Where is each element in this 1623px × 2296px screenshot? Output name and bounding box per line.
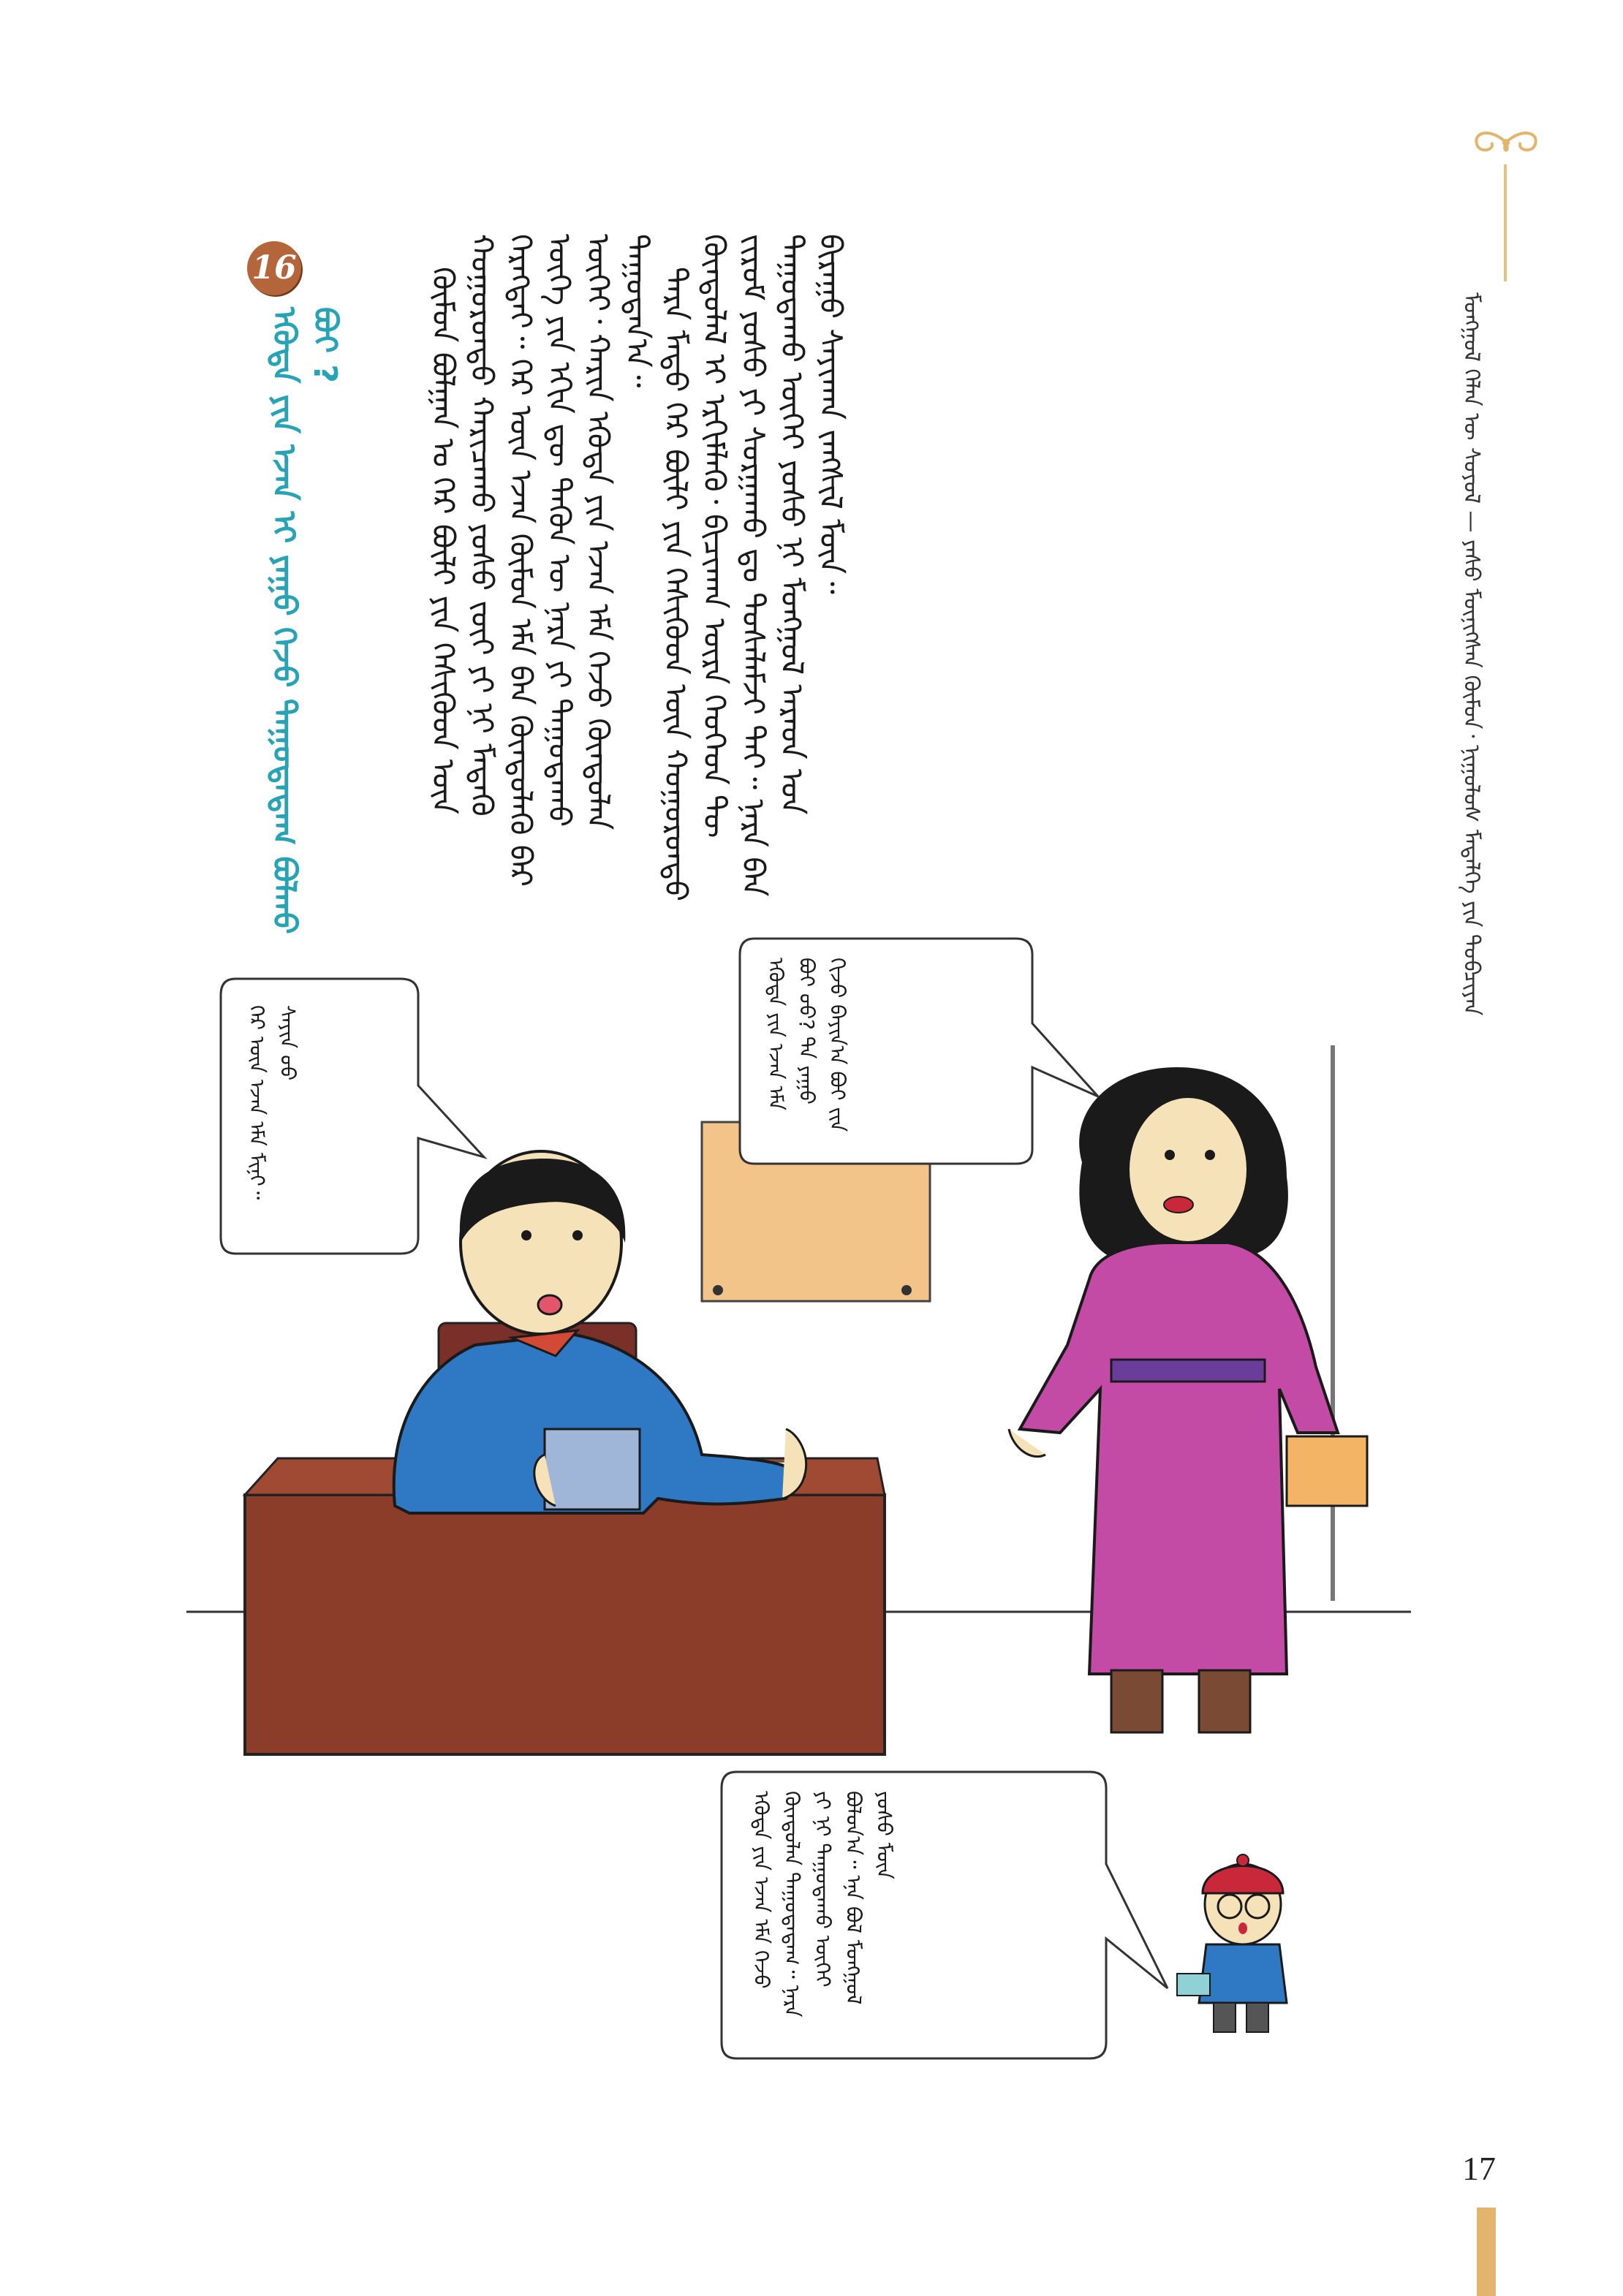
section-title: ᠡᠭᠦᠳᠡ ᠶᠢᠨ ᠡᠵᠡᠨ ᠢ ᠶᠠᠭᠤ ᠭᠡᠵᠦ ᠳᠠᠭᠤᠳᠠᠳᠠᠭ ᠪᠣᠯᠬᠤ ᠪᠤᠢ ?	[265, 307, 344, 934]
speech-bubble-child	[720, 1769, 1173, 2061]
bubble-text-woman: ᠡᠭᠦᠳᠡ ᠶᠢᠨ ᠡᠵᠡᠨ ᠡᠮᠡ ᠪᠣᠢ ᠤᠤ? ᠲᠠ ᠶᠠᠭᠤ ᠬᠢᠵᠦ ᠪᠠᠶᠢᠨ᠎ᠠ ᠪᠣᠢ ᠵᠢᠨ	[764, 958, 850, 1132]
footer-accent-bar	[1477, 2208, 1496, 2296]
page-number: 17	[1462, 2150, 1496, 2187]
bubble-text-man: ᠭᠡᠷ ᠦᠨ ᠡᠵᠡᠨ ᠡᠮᠡ ᠮᠢᠨᠢ᠃ ᠰᠠᠶᠢᠨ ᠤᠤ	[245, 1005, 300, 1200]
body-paragraph: ᠬᠦᠮᠦᠨ ᠪᠣᠯᠭᠠᠨ ᠤ ᠭᠡᠷ ᠪᠦᠯᠢ ᠶᠢᠨ ᠭᠡᠰᠢᠭᠦᠳ ᠦᠨ ᠬᠣᠭᠣᠷᠣᠨᠳᠣ ᠬᠠᠷᠢᠴᠠᠬᠤ ᠶᠣᠰᠤ ᠵᠦᠢ ᠶᠢ ᠨᠢ ᠮᠡᠳᠡᠬᠦ ᠬᠡᠷᠡᠭᠲᠡᠶ᠃ ᠭᠡᠷ ᠦᠨ ᠡᠵᠡᠨ ᠬᠦᠮᠦᠨ ᠡᠮᠡ ᠪᠠᠨ ᠬᠦᠨᠳᠦᠯᠡᠬᠦ ᠪᠡᠷ ᠦᠭᠡ ᠶᠢᠨ ᠡᠬᠢᠨ ᠳᠦ ᠲᠡᠭᠦᠨ ᠦ ᠨᠡᠷᠡ ᠶᠢ ᠳᠠᠭᠤᠳᠠᠬᠤ ᠦᠭᠡᠢ᠂ ᠬᠠᠷᠢᠨ ᠡᠭᠦᠳᠡ ᠶᠢᠨ ᠡᠵᠡᠨ ᠡᠮᠡ ᠭᠡᠵᠦ ᠬᠦᠨᠳᠦᠯᠡᠨ ᠳᠠᠭᠤᠳᠠᠨ᠎ᠠ᠃	[425, 234, 655, 887]
speech-bubble-man	[219, 976, 497, 1257]
speech-bubble-woman	[738, 936, 1104, 1166]
bubble-text-child: ᠡᠭᠦᠳᠡ ᠶᠢᠨ ᠡᠵᠡᠨ ᠡᠮᠡ ᠭᠡᠵᠦ ᠬᠦᠨᠳᠦᠯᠡᠨ ᠳᠠᠭᠤᠳᠠᠳᠠᠭ᠃ ᠨᠡᠷᠡ ᠶᠢ ᠨᠢ ᠳᠠᠭᠤᠳᠠᠬᠤ ᠦᠭᠡᠢ ᠪᠣᠯᠤᠨ᠎ᠠ᠃ ᠡᠨᠡ ᠪᠣᠯ ᠮᠣᠩᠭᠣᠯ ᠶᠣᠰᠤ ᠮᠥᠨ	[749, 1791, 896, 2017]
running-header: ᠮᠣᠩᠭᠣᠯ ᠬᠡᠯᠡᠨ ᠦ ᠰᠣᠶᠣᠯ — ᠶᠠᠰᠤ ᠮᠦᠨᠢᠭᠰᠡᠨ ᠬᠦᠮᠦᠨ᠂ ᠨᠢᠭᠤᠯᠤᠰ ᠮᠡᠳᠡᠯᠭᠡ ᠶᠢᠨ ᠲᠣᠪᠴᠢᠶᠠᠨ	[1459, 292, 1484, 1016]
body-paragraph: ᠲᠡᠷᠡ ᠮᠡᠲᠦ ᠭᠡᠷ ᠪᠦᠯᠢ ᠶᠢᠨ ᠭᠡᠰᠢᠭᠦᠳ ᠦᠨ ᠬᠣᠭᠣᠷᠣᠨᠳᠣ ᠬᠦᠨᠳᠦᠯᠡᠯ ᠢ ᠡᠷᠬᠢᠮᠯᠡᠬᠦ᠂ ᠪᠢᠴᠢᠬᠠᠨ ᠦᠷᠡ ᠬᠡᠦᠬᠡᠳ ᠲᠦ ᠵᠢᠷᠤᠮ ᠶᠣᠰᠤ ᠶᠢ ᠰᠤᠷᠭᠠᠬᠤ ᠳᠤ ᠲᠤᠰᠠᠯᠠᠮᠵᠢ ᠲᠠᠢ᠃ ᠨᠡᠷᠡ ᠪᠠᠨ ᠳᠠᠭᠤᠳᠠᠬᠤ ᠦᠭᠡᠢ ᠶᠣᠰᠤ ᠨᠢ ᠮᠣᠩᠭᠣᠯ ᠠᠷᠠᠳ ᠤᠨ ᠪᠢᠷᠠᠭᠤ ᠰᠠᠶᠢᠬᠠᠨ ᠵᠠᠩᠰᠢᠯ ᠮᠥᠨ᠃	[658, 234, 849, 902]
section-number-badge: 16	[247, 241, 301, 295]
